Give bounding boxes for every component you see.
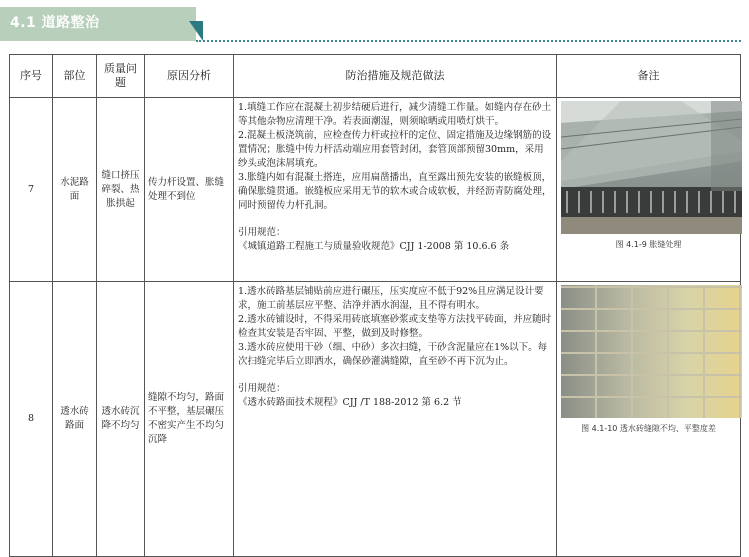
reference-standard: 《透水砖路面技术规程》CJJ /T 188-2012 第 6.2 节	[238, 397, 462, 408]
expansion-joint-photo	[561, 101, 742, 234]
row-issue: 透水砖沉降不均匀	[97, 282, 145, 557]
photo-caption: 图 4.1-9 胀缝处理	[615, 240, 682, 249]
row-note	[557, 98, 741, 282]
row-cause: 缝隙不均匀，路面不平整，基层碾压不密实产生不均匀沉降	[145, 282, 234, 557]
row-part: 透水砖路面	[53, 282, 97, 557]
photo-caption: 图 4.1-10 透水砖缝隙不均、平整度差	[581, 424, 716, 433]
row-cause: 传力杆设置、胀缝处理不到位	[145, 98, 234, 282]
reference-standard: 《城镇道路工程施工与质量验收规范》CJJ 1-2008 第 10.6.6 条	[238, 241, 510, 252]
row-index: 8	[10, 282, 53, 557]
row-measures	[234, 282, 557, 557]
col-header-index: 序号	[10, 55, 53, 98]
header-accent-triangle	[189, 21, 203, 41]
row-part: 水泥路面	[53, 98, 97, 282]
measure-item: 1.透水砖路基层铺贴前应进行碾压，压实度应不低于92%且应满足设计要求，施工前基层应平整、洁净并洒水润湿，且不得有明水。	[238, 286, 544, 311]
measure-item: 1.填缝工作应在混凝土初步结硬后进行，减少清缝工作量。如缝内存在砂土等其他杂物应清理干净。若表面潮湿，则须晾晒或用喷灯烘干。	[238, 102, 552, 127]
measure-item: 3.透水砖应使用干砂（细、中砂）多次扫缝，干砂含泥量应在1%以下。每次扫缝完毕后立即洒水，确保砂灌满缝隙，直至砂不再下沉为止。	[238, 342, 548, 367]
col-header-cause: 原因分析	[145, 55, 234, 98]
table-row	[10, 282, 741, 557]
row-note	[557, 282, 741, 557]
measure-item: 2.透水砖铺设时，不得采用砖底填塞砂浆或支垫等方法找平砖面，并应随时检查其安装是否牢固、平整，做到及时修整。	[238, 314, 552, 339]
col-header-measures: 防治措施及规范做法	[234, 55, 557, 98]
reference-label: 引用规范：	[238, 383, 286, 394]
table-row	[10, 98, 741, 282]
section-title: 4.1 道路整治	[10, 15, 100, 31]
col-header-note: 备注	[557, 55, 741, 98]
expansion-joint-illustration	[561, 101, 742, 234]
measure-item: 3.胀缝内如有混凝土搭连，应用扁凿播出，直至露出预先安装的嵌缝板顶，确保胀缝贯通。嵌缝板应采用无节的软木或合成软板，并经沥青防腐处理，同时预留传力杆孔洞。	[238, 172, 552, 211]
quality-issue-table	[9, 54, 741, 557]
row-index: 7	[10, 98, 53, 282]
permeable-brick-photo	[561, 285, 742, 418]
table-header-row	[10, 55, 741, 98]
row-measures	[234, 98, 557, 282]
reference-label: 引用规范：	[238, 227, 286, 238]
header-dotted-rule	[196, 40, 741, 42]
col-header-issue: 质量问题	[97, 55, 145, 98]
row-issue: 缝口挤压碎裂、热胀拱起	[97, 98, 145, 282]
measure-item: 2.混凝土板浇筑前，应检查传力杆或拉杆的定位、固定措施及边缘钢筋的设置情况；胀缝中传力杆活动端应用套管封闭，套管顶部预留30mm，采用纱头或泡沫屑填充。	[238, 130, 552, 169]
col-header-part: 部位	[53, 55, 97, 98]
